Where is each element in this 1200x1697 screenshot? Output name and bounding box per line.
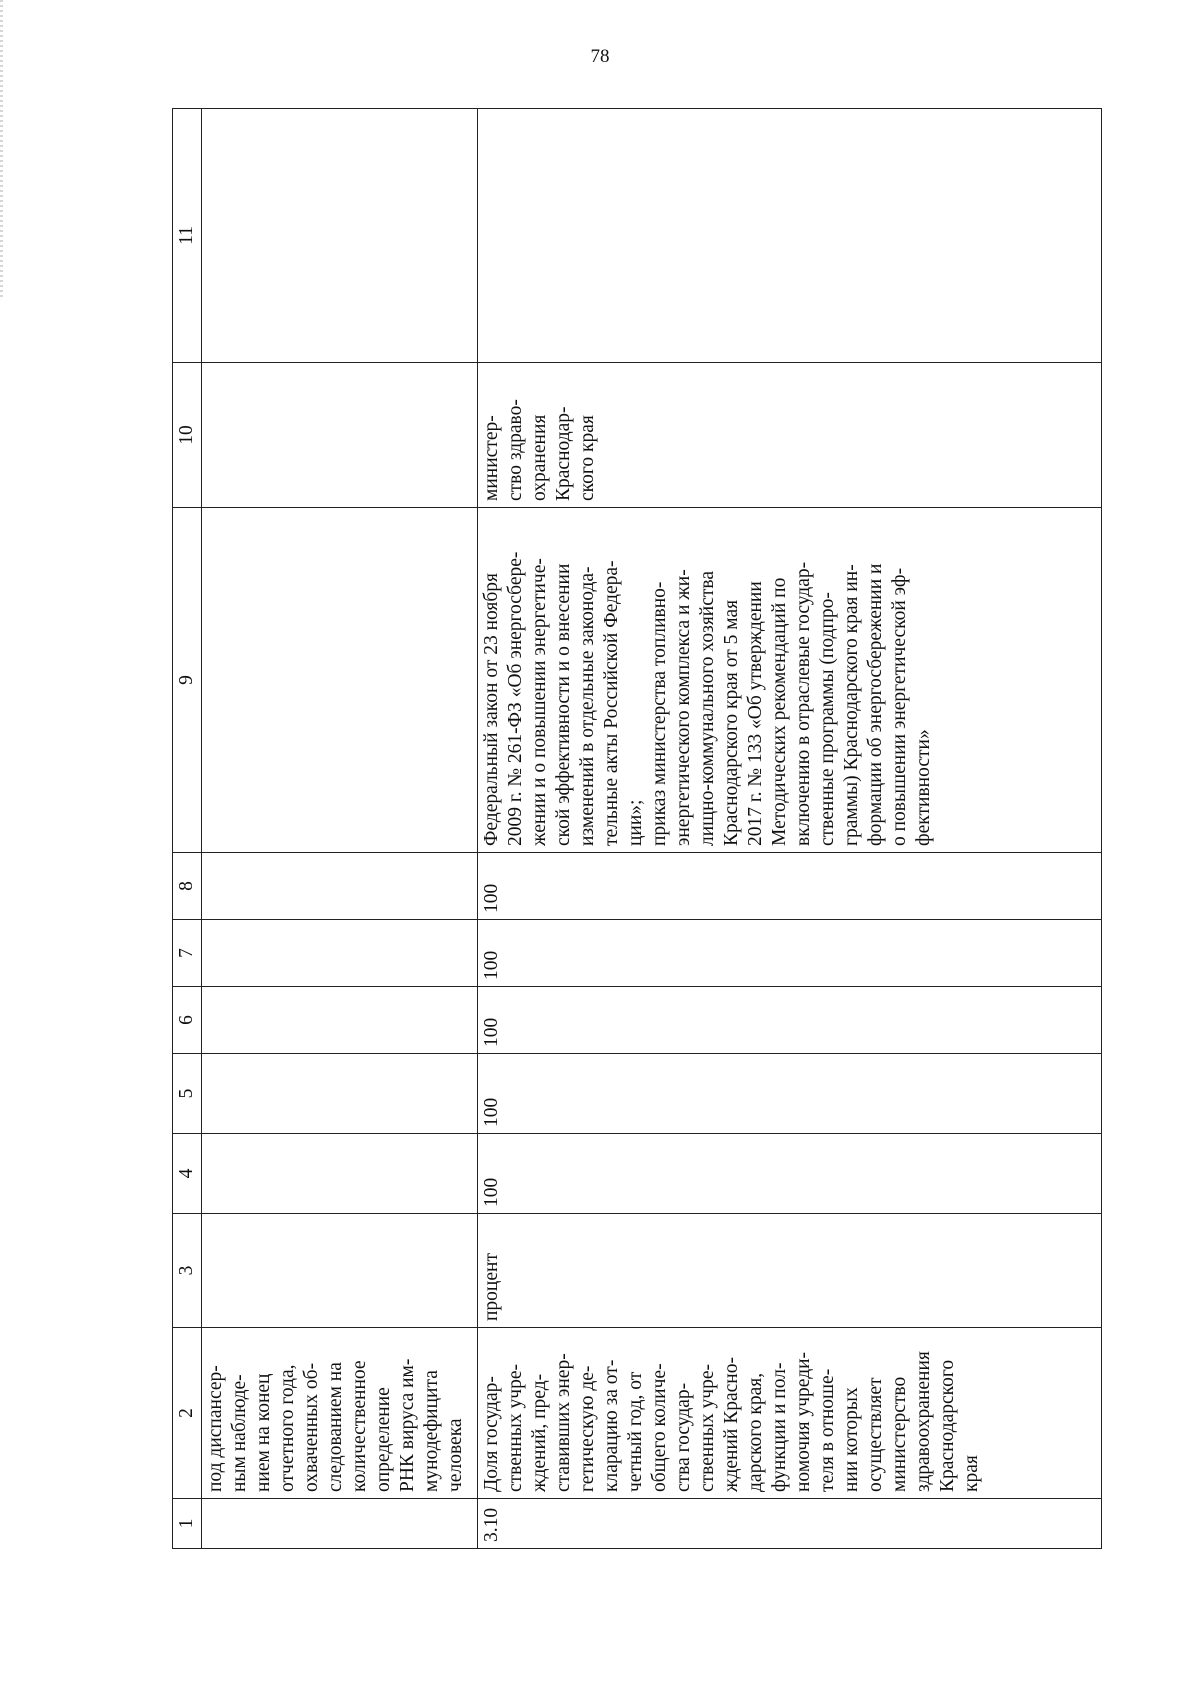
header-cell: 9 — [173, 508, 202, 853]
cell-value: 100 — [478, 1134, 1102, 1214]
header-cell: 10 — [173, 363, 202, 508]
header-cell: 8 — [173, 853, 202, 920]
cell-value — [202, 987, 478, 1054]
indicators-table — [172, 108, 1102, 1549]
cell-responsible: министер- ство здраво- охранения Краснодар- ского края — [478, 363, 1102, 508]
header-cell: 5 — [173, 1054, 202, 1134]
cell-value: 100 — [478, 920, 1102, 987]
table-row-3-10 — [478, 109, 1102, 1549]
cell-number: 3.10 — [478, 1499, 1102, 1549]
cell-value — [202, 920, 478, 987]
cell-responsible — [202, 363, 478, 508]
cell-basis — [202, 508, 478, 853]
scan-edge-mark — [0, 0, 3, 300]
cell-basis: Федеральный закон от 23 ноября 2009 г. № 261-ФЗ «Об энергосбере- жении и о повышении энергетиче- ской эффективности и о внесении изменений в отдельные законода- тельные акты Российской Федера- ции»; приказ министерства топливно- энергетического комплекса и жи- лищно-коммунального хозяйства Краснодарского края от 5 мая 2017 г. № 133 «Об утверждении Методических рекомендаций по включению в отраслевые государ- ственные программы (подпро- граммы) Краснодарского края ин- формации об энергосбережении и о повышении энергетической эф- фективности» — [478, 508, 1102, 853]
header-cell: 4 — [173, 1134, 202, 1214]
rotated-table-container — [172, 119, 1102, 1549]
header-cell: 3 — [173, 1214, 202, 1328]
table-row-continued — [202, 109, 478, 1549]
cell-note — [478, 109, 1102, 363]
cell-indicator-name: под диспансер- ным наблюде- нием на конец отчетного года, охваченных об- следованием на количественное определение РНК вируса им- мунодефицита человека — [202, 1328, 478, 1499]
cell-value — [202, 1134, 478, 1214]
page-number: 78 — [590, 46, 610, 67]
cell-value: 100 — [478, 1054, 1102, 1134]
header-cell: 2 — [173, 1328, 202, 1499]
cell-value — [202, 853, 478, 920]
cell-number — [202, 1499, 478, 1549]
header-cell: 6 — [173, 987, 202, 1054]
cell-note — [202, 109, 478, 363]
cell-value — [202, 1054, 478, 1134]
cell-value: 100 — [478, 987, 1102, 1054]
cell-unit — [202, 1214, 478, 1328]
header-row — [173, 109, 202, 1549]
cell-unit: процент — [478, 1214, 1102, 1328]
cell-value: 100 — [478, 853, 1102, 920]
header-cell: 11 — [173, 109, 202, 363]
header-cell: 1 — [173, 1499, 202, 1549]
cell-indicator-name: Доля государ- ственных учре- ждений, пред- ставивших энер- гетическую де- кларацию за от- четный год, от общего количе- ства государ- ственных учре- ждений Красно- дарского края, функции и пол- номочия учреди- теля в отноше- нии которых осуществляет министерство здравоохранения Краснодарского края — [478, 1328, 1102, 1499]
header-cell: 7 — [173, 920, 202, 987]
